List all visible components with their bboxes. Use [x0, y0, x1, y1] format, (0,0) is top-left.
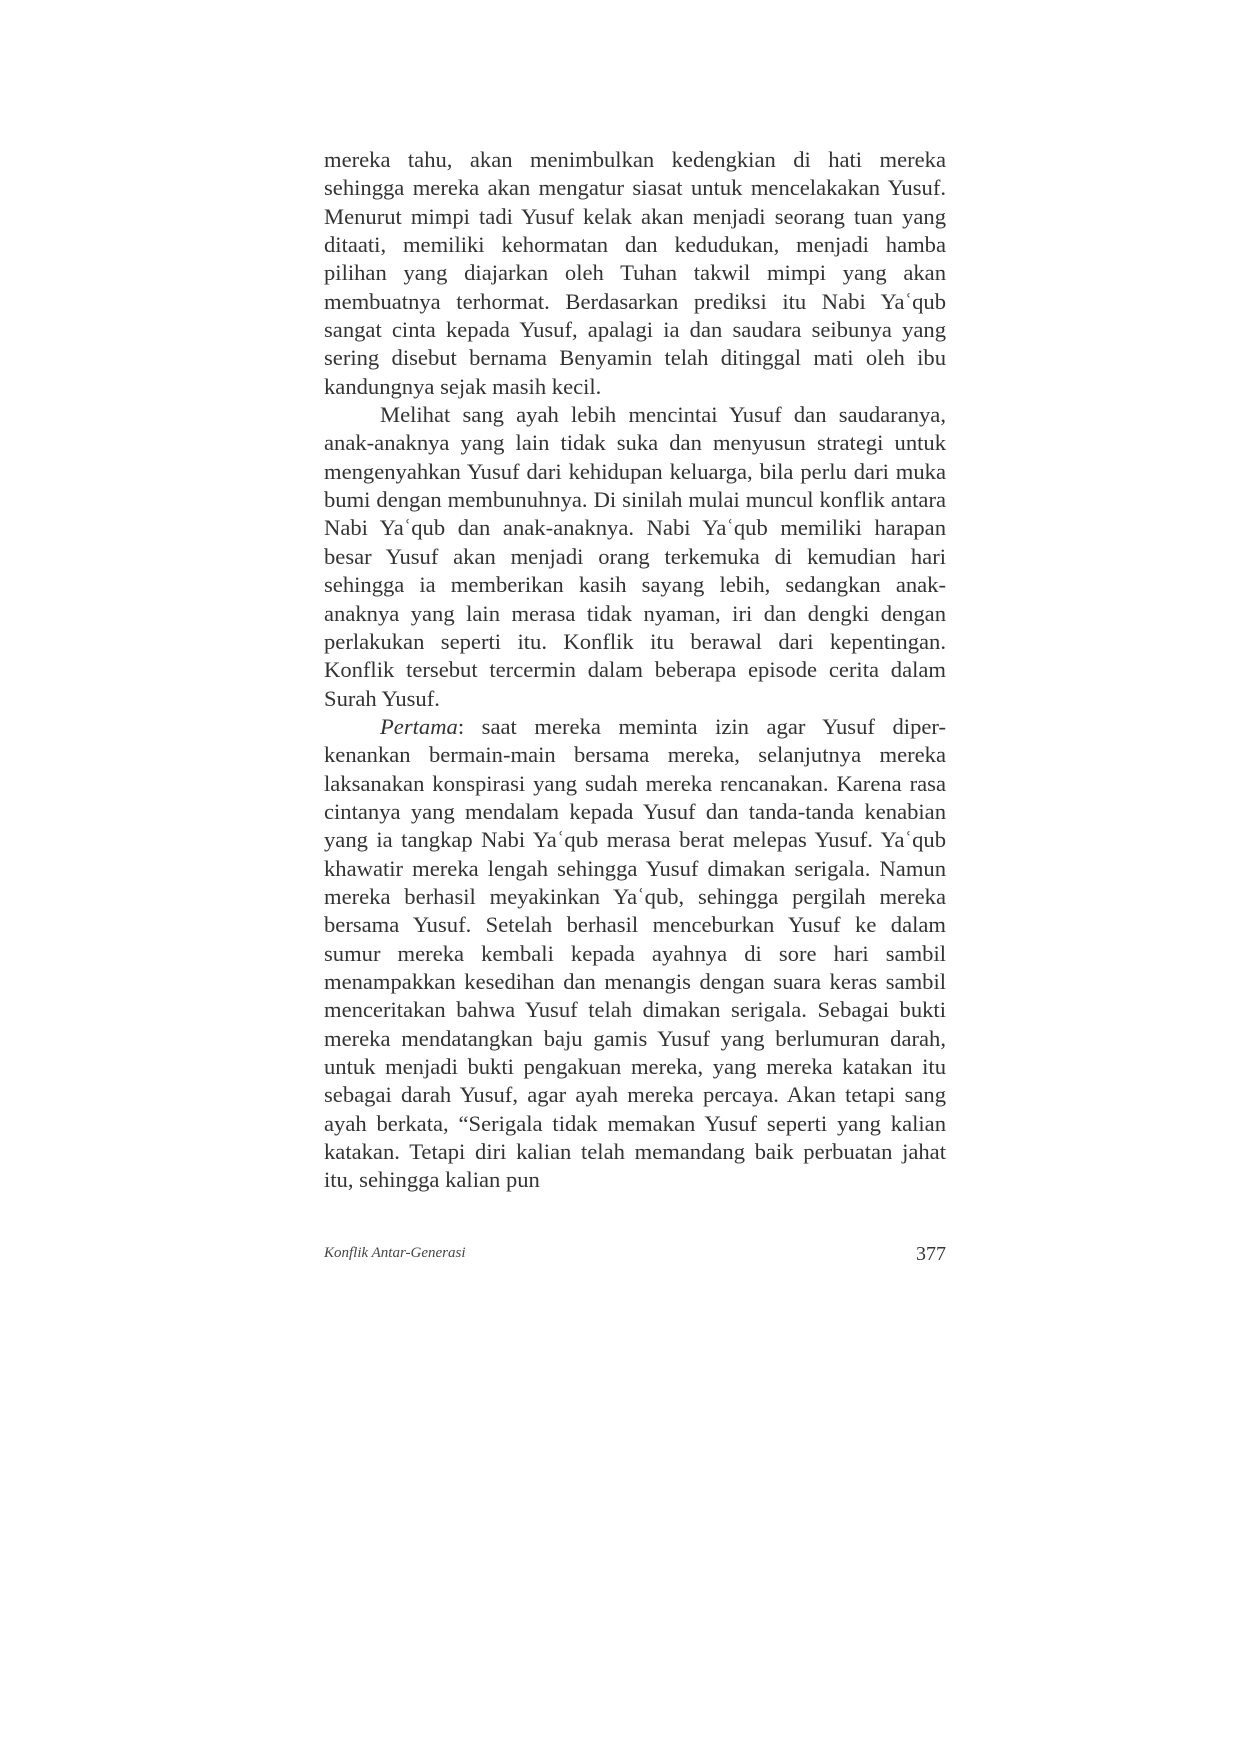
body-text [324, 146, 946, 1195]
paragraph-1 [324, 146, 946, 401]
paragraph-2-text: Melihat sang ayah lebih mencintai Yusuf dan saudaranya, anak-anaknya yang lain tidak suka dan menyusun strategi untuk mengenyahkan Yusuf dari kehidupan keluarga, bila perlu dari muka bumi dengan membunuhnya. Di sinilah mulai muncul konflik antara Nabi Yaʿqub dan anak-anaknya. Nabi Yaʿqub memiliki harapan besar Yusuf akan menjadi orang terkemuka di kemudian hari sehingga ia memberikan kasih sayang lebih, sedangkan anak-anaknya yang lain merasa tidak nyaman, iri dan dengki dengan perlakukan seperti itu. Konflik itu berawal dari kepentingan. Konflik tersebut tercermin dalam beberapa episode cerita dalam Surah Yusuf. [324, 402, 946, 711]
paragraph-3 [324, 713, 946, 1195]
paragraph-1-text: mereka tahu, akan menimbulkan kedengkian di hati mereka sehingga mereka akan mengatur siasat untuk mencelakakan Yusuf. Menurut mimpi tadi Yusuf kelak akan menjadi seorang tuan yang ditaati, memiliki kehormatan dan kedudukan, menjadi hamba pilihan yang diajarkan oleh Tuhan takwil mimpi yang akan membuatnya terhormat. Berdasarkan prediksi itu Nabi Yaʿqub sangat cinta kepada Yusuf, apalagi ia dan saudara seibunya yang sering disebut bernama Benyamin telah ditinggal mati oleh ibu kandungnya sejak masih kecil. [324, 147, 946, 399]
page-footer [324, 1245, 946, 1269]
paragraph-3-text: : saat mereka meminta izin agar Yusuf diper-kenankan bermain-main bersama mereka, selanjutnya mereka laksanakan konspirasi yang sudah mereka rencanakan. Karena rasa cintanya yang mendalam kepada Yusuf dan tanda-tanda kenabian yang ia tangkap Nabi Yaʿqub merasa berat melepas Yusuf. Yaʿqub khawatir mereka lengah sehingga Yusuf dimakan serigala. Namun mereka berhasil meyakinkan Yaʿqub, sehingga pergilah mereka bersama Yusuf. Setelah berhasil menceburkan Yusuf ke dalam sumur mereka kembali kepada ayahnya di sore hari sambil menampakkan kesedihan dan menangis dengan suara keras sambil menceritakan bahwa Yusuf telah dimakan serigala. Sebagai bukti mereka mendatangkan baju gamis Yusuf yang berlumuran darah, untuk menjadi bukti pengakuan mereka, yang mereka katakan itu sebagai darah Yusuf, agar ayah mereka percaya. Akan tetapi sang ayah berkata, “Serigala tidak memakan Yusuf seperti yang kalian katakan. Tetapi diri kalian telah memandang baik perbuatan jahat itu, sehingga kalian pun [324, 713, 946, 1193]
running-title: Konflik Antar-Generasi [324, 1245, 466, 1261]
paragraph-3-lead-italic: Pertama [380, 713, 458, 739]
page-number: 377 [916, 1243, 946, 1265]
paragraph-2 [324, 401, 946, 713]
